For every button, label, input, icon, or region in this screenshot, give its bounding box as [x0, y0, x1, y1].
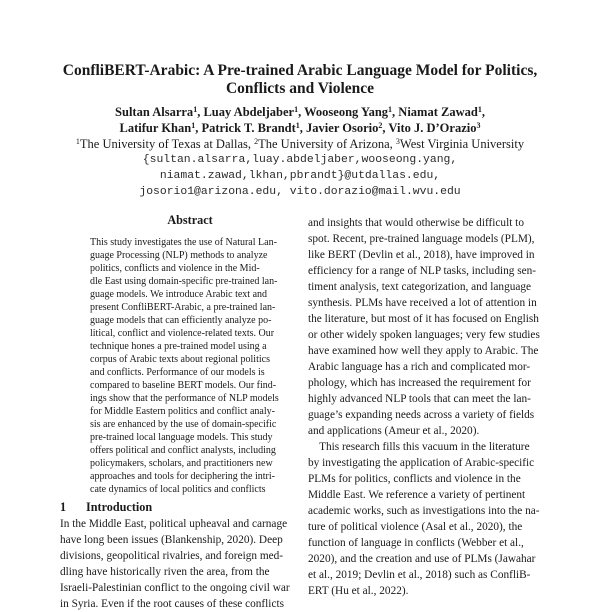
- abstract-line: cate dynamics of local politics and conflicts: [90, 484, 266, 495]
- author-separator: ,: [195, 121, 202, 135]
- body-line: highly advanced NLP tools that can meet the lan-: [308, 393, 531, 405]
- body-line: the literature, but most of it has focused on English: [308, 313, 539, 325]
- author-separator: ,: [298, 105, 305, 119]
- author-affiliation-mark: 1: [295, 121, 300, 130]
- author-name: Latifur Khan: [119, 121, 192, 135]
- body-line: PLMs for politics, conflicts and violence in the: [308, 473, 521, 485]
- abstract-line: compared to baseline BERT models. Our find-: [90, 380, 277, 391]
- affiliation-mark: 1: [75, 137, 80, 146]
- affiliations: [40, 136, 560, 152]
- author-separator: ,: [382, 121, 389, 135]
- section-heading: [60, 500, 152, 515]
- author-name: Wooseong Yang: [304, 105, 389, 119]
- paper-title-line-2: Conflicts and Violence: [225, 80, 375, 97]
- abstract-line: dle East using domain-specific pre-trained lan-: [90, 276, 278, 287]
- body-line: divisions, geopolitical rivalries, and foreign med-: [60, 550, 284, 562]
- abstract-line: ings show that the performance of NLP models: [90, 393, 279, 404]
- body-line: timent analysis, text categorization, and language: [308, 281, 532, 293]
- body-line: 2020), and the creation and use of PLMs (Jawahar: [308, 553, 536, 565]
- author-affiliation-mark: 1: [388, 105, 393, 114]
- author-name: Luay Abdeljaber: [203, 105, 295, 119]
- abstract-line: offers political and conflict analysts, including: [90, 445, 276, 456]
- author-name: Vito J. D’Orazio: [388, 121, 477, 135]
- author-affiliation-mark: 1: [294, 105, 299, 114]
- abstract-line: pre-trained local language models. This study: [90, 432, 273, 443]
- body-line: guage’s expanding needs across a variety of fields: [308, 409, 535, 421]
- body-line: efficiency for a range of NLP tasks, including sen-: [308, 265, 537, 277]
- body-line: This research fills this vacuum in the literature: [308, 441, 530, 453]
- abstract-line: litical, conflict and violence-related texts. Our: [90, 328, 275, 339]
- body-line: ture of political violence (Asal et al., 2020), the: [308, 521, 523, 533]
- body-line: Arabic language has a rich and complicated mor-: [308, 361, 531, 373]
- abstract-line: technique hones a pre-trained model using a: [90, 341, 267, 352]
- affiliation-text: The University of Texas at Dallas,: [79, 137, 255, 151]
- abstract-line: corpus of Arabic texts about regional politics: [90, 354, 270, 365]
- author-affiliation-mark: 1: [191, 121, 196, 130]
- body-line: phology, which has increased the requirement for: [308, 377, 531, 389]
- abstract-line: guage models. We introduce Arabic text and: [90, 289, 268, 300]
- abstract-line: This study investigates the use of Natural Lan-: [90, 237, 277, 248]
- abstract-heading: Abstract: [167, 213, 213, 227]
- author-name: Javier Osorio: [306, 121, 379, 135]
- abstract-line: and conflicts. Performance of our models is: [90, 367, 265, 378]
- body-line: have long been issues (Blankenship, 2020). Deep: [60, 534, 283, 546]
- paper-title-line-1: ConfliBERT-Arabic: A Pre-trained Arabic Language Model for Politics,: [62, 62, 538, 79]
- abstract-line: guage models that can efficiently analyze po-: [90, 315, 272, 326]
- body-line: and insights that would otherwise be difficult to: [308, 217, 524, 229]
- author-affiliation-mark: 1: [477, 105, 482, 114]
- abstract-line: guage Processing (NLP) methods to analyze: [90, 250, 268, 261]
- author-separator: ,: [197, 105, 204, 119]
- affiliation-text: The University of Arizona,: [258, 137, 396, 151]
- section-title: Introduction: [86, 500, 153, 514]
- affiliation-text: West Virginia University: [399, 137, 525, 151]
- email-line: niamat.zawad,lkhan,pbrandt}@utdallas.edu,: [159, 170, 441, 182]
- abstract-line: sis are enhanced by the use of domain-specific: [90, 419, 277, 430]
- abstract-line: approaches and tools for deciphering the intri-: [90, 471, 275, 482]
- section-number: 1: [60, 500, 67, 514]
- body-line: synthesis. PLMs have received a lot of attention in: [308, 297, 537, 309]
- body-line: in Syria. Even if the root causes of these conflicts: [60, 598, 284, 610]
- email-line: {sultan.alsarra,luay.abdeljaber,wooseong.yang,: [142, 154, 458, 166]
- abstract-line: present ConfliBERT-Arabic, a pre-trained lan-: [90, 302, 276, 313]
- body-line: or other widely spoken languages; very few studies: [308, 329, 540, 341]
- author-name: Niamat Zawad: [398, 105, 478, 119]
- abstract-line: politics, conflicts and violence in the Mid-: [90, 263, 260, 274]
- body-line: spot. Recent, pre-trained language models (PLM),: [308, 233, 535, 245]
- author-separator: ,: [481, 105, 485, 119]
- author-name: Sultan Alsarra: [115, 105, 194, 119]
- affiliation-mark: 3: [395, 137, 400, 146]
- author-separator: ,: [299, 121, 307, 135]
- body-line: dling have historically riven the area, from the: [60, 566, 270, 578]
- author-affiliation-mark: 3: [476, 121, 481, 130]
- body-line: ERT (Hu et al., 2022).: [308, 585, 409, 597]
- body-line: and applications (Ameur et al., 2020).: [308, 425, 480, 437]
- body-line: by investigating the application of Arabic-specific: [308, 457, 535, 469]
- body-line: have examined how well they apply to Arabic. The: [308, 345, 539, 357]
- abstract-line: for Middle Eastern politics and conflict analy-: [90, 406, 275, 417]
- body-line: function of language in conflicts (Webber et al.,: [308, 537, 524, 549]
- author-name: Patrick T. Brandt: [201, 121, 296, 135]
- author-affiliation-mark: 2: [378, 121, 383, 130]
- body-line: academic works, such as investigations into the na-: [308, 505, 540, 517]
- body-line: et al., 2019; Devlin et al., 2018) such as ConfliB-: [308, 569, 531, 581]
- body-line: In the Middle East, political upheaval and carnage: [60, 518, 288, 530]
- affiliation-mark: 2: [254, 137, 259, 146]
- body-line: Middle East. We reference a variety of pertinent: [308, 489, 526, 501]
- body-line: Israeli-Palestinian conflict to the ongoing civil war: [60, 582, 290, 594]
- author-list-line-2: [40, 120, 560, 136]
- abstract-line: policymakers, scholars, and practitioners new: [90, 458, 273, 469]
- author-list-line-1: [40, 104, 560, 120]
- body-line: like BERT (Devlin et al., 2018), have improved in: [308, 249, 535, 261]
- author-affiliation-mark: 1: [193, 105, 198, 114]
- author-separator: ,: [392, 105, 399, 119]
- email-line: josorio1@arizona.edu, vito.dorazio@mail.wvu.edu: [139, 186, 461, 198]
